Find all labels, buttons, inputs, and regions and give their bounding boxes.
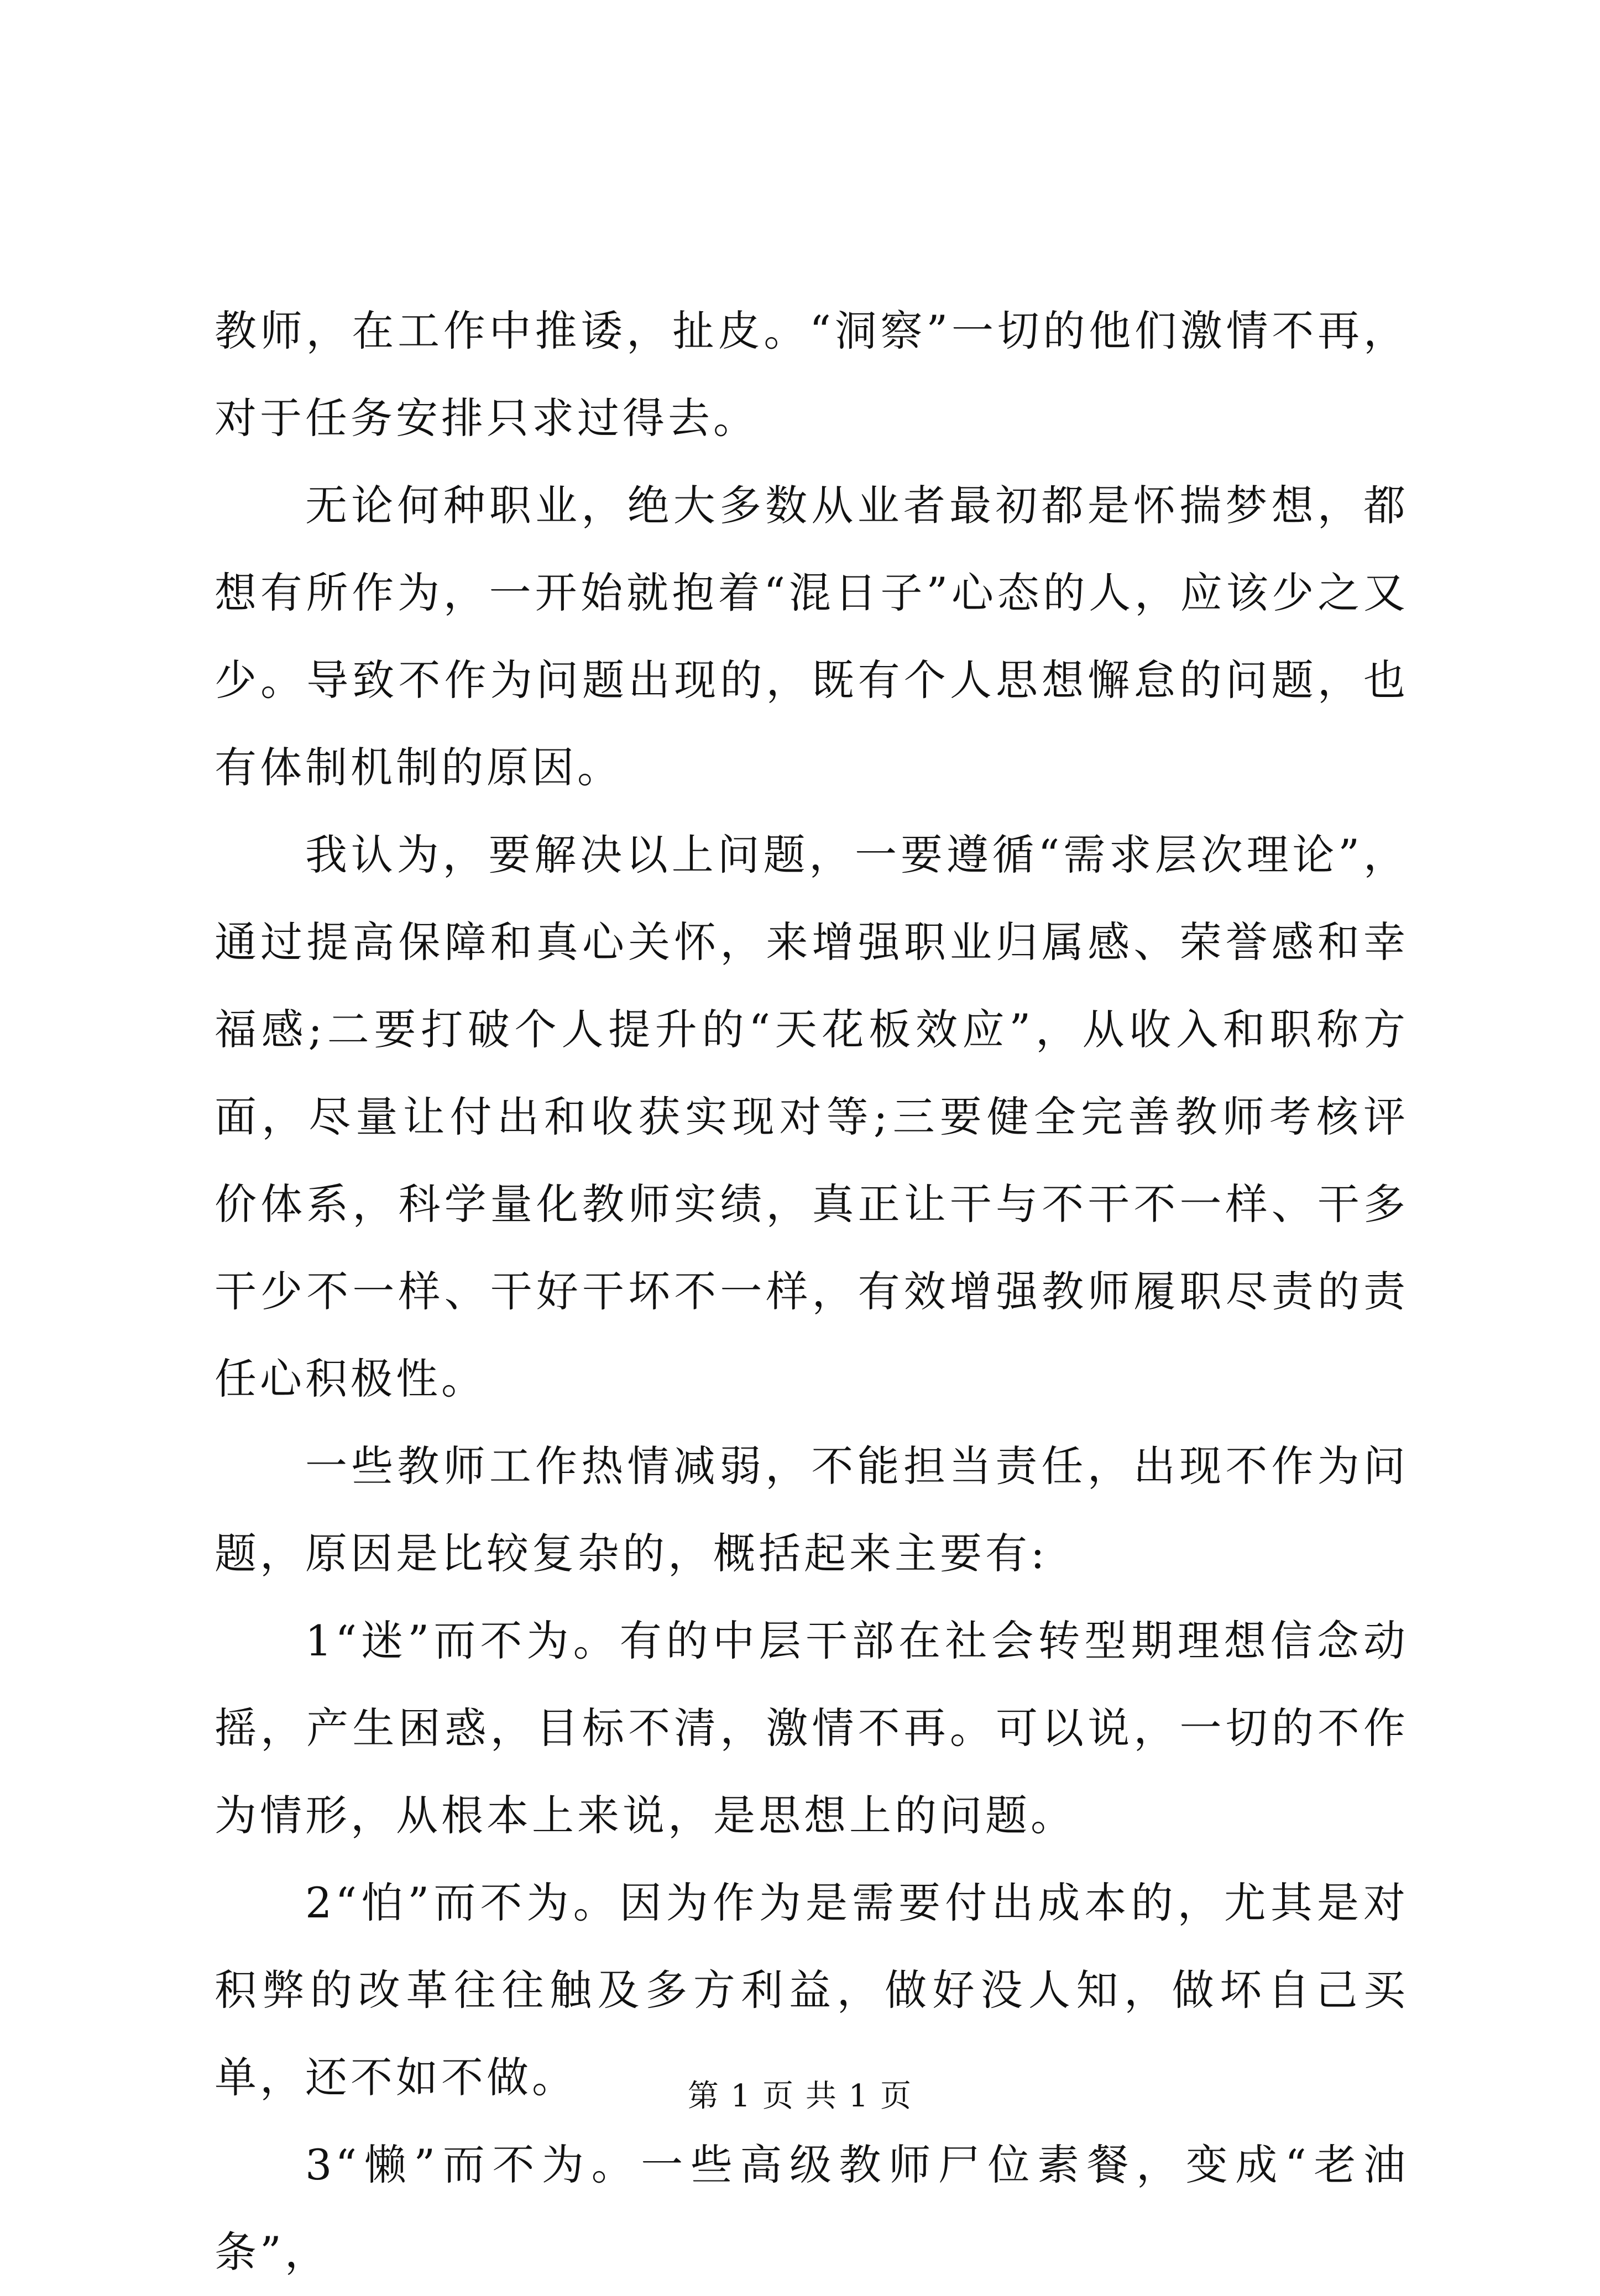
paragraph: 我认为，要解决以上问题，一要遵循“需求层次理论”，通过提高保障和真心关怀，来增强职业归属感、荣誉感和幸福感;二要打破个人提升的“天花板效应”，从收入和职称方面，尽量让付出和收获实现对等;三要健全完善教师考核评价体系，科学量化教师实绩，真正让干与不干不一样、干多干少不一样、干好干坏不一样，有效增强教师履职尽责的责任心积极性。	[215, 830, 1409, 1403]
paragraph-continued: 教师，在工作中推诿，扯皮。“洞察”一切的他们激情不再，对于任务安排只求过得去。	[215, 306, 1409, 443]
paragraph: 一些教师工作热情减弱，不能担当责任，出现不作为问题，原因是比较复杂的，概括起来主要有:	[215, 1441, 1409, 1578]
paragraph-list-item-3: 3“懒”而不为。一些高级教师尸位素餐，变成“老油条”，	[215, 2140, 1409, 2277]
page-footer	[0, 2077, 1600, 2116]
page-number-label: 第 1 页 共 1 页	[687, 2078, 913, 2114]
paragraph: 无论何种职业，绝大多数从业者最初都是怀揣梦想，都想有所作为，一开始就抱着“混日子”心态的人，应该少之又少。导致不作为问题出现的，既有个人思想懈怠的问题，也有体制机制的原因。	[215, 481, 1409, 792]
paragraph-list-item-2: 2“怕”而不为。因为作为是需要付出成本的，尤其是对积弊的改革往往触及多方利益，做好没人知，做坏自己买单，还不如不做。	[215, 1878, 1409, 2102]
paragraph-list-item-1: 1“迷”而不为。有的中层干部在社会转型期理想信念动摇，产生困惑，目标不清，激情不再。可以说，一切的不作为情形，从根本上来说，是思想上的问题。	[215, 1616, 1409, 1840]
document-body	[215, 287, 1409, 2296]
